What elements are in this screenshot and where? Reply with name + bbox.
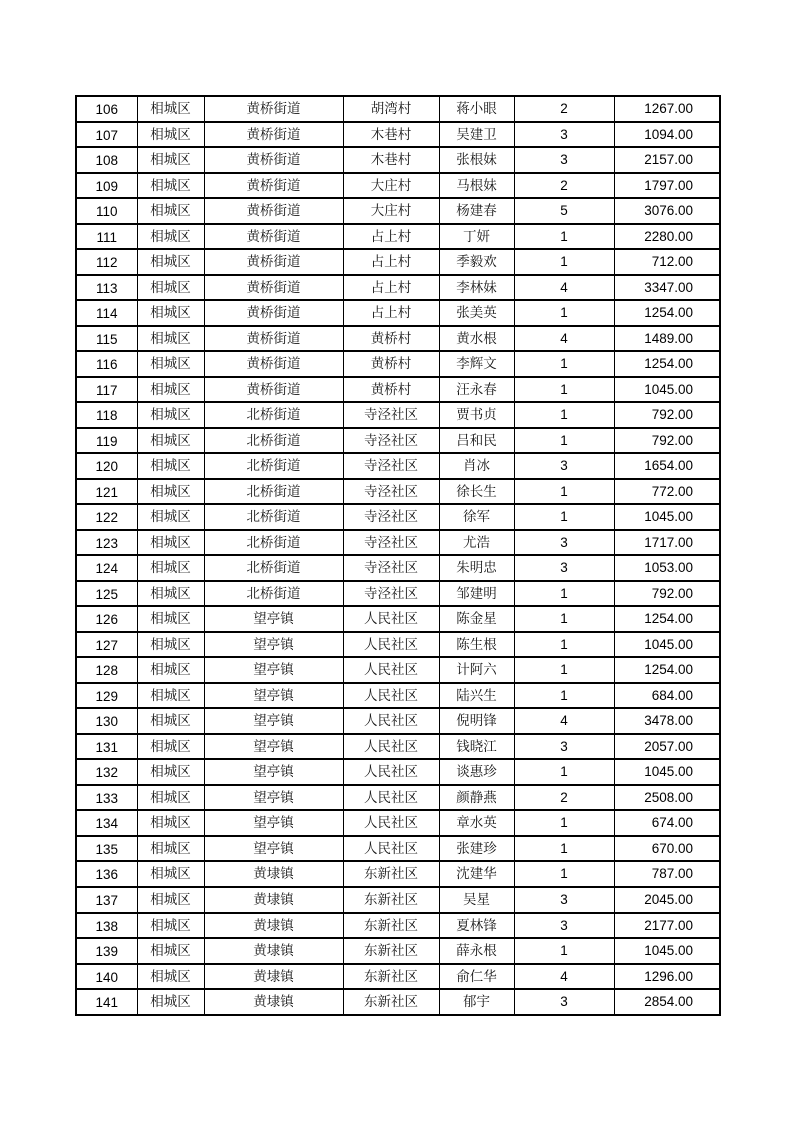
cell-no: 122 — [76, 504, 137, 530]
cell-amount: 792.00 — [614, 402, 720, 428]
cell-amount: 712.00 — [614, 249, 720, 275]
cell-no: 139 — [76, 938, 137, 964]
cell-no: 106 — [76, 96, 137, 122]
cell-amount: 1045.00 — [614, 377, 720, 403]
cell-name: 郁宇 — [439, 989, 514, 1015]
cell-no: 136 — [76, 861, 137, 887]
cell-village: 占上村 — [343, 300, 439, 326]
cell-street: 黄桥街道 — [204, 377, 343, 403]
cell-village: 寺泾社区 — [343, 504, 439, 530]
cell-village: 大庄村 — [343, 173, 439, 199]
cell-no: 137 — [76, 887, 137, 913]
cell-village: 寺泾社区 — [343, 428, 439, 454]
cell-no: 132 — [76, 759, 137, 785]
cell-name: 钱晓江 — [439, 734, 514, 760]
cell-count: 3 — [514, 887, 614, 913]
cell-name: 朱明忠 — [439, 555, 514, 581]
cell-district: 相城区 — [137, 683, 204, 709]
cell-street: 望亭镇 — [204, 785, 343, 811]
cell-street: 北桥街道 — [204, 479, 343, 505]
cell-count: 1 — [514, 504, 614, 530]
cell-district: 相城区 — [137, 198, 204, 224]
cell-village: 人民社区 — [343, 683, 439, 709]
cell-count: 3 — [514, 147, 614, 173]
cell-village: 木巷村 — [343, 147, 439, 173]
cell-name: 薛永根 — [439, 938, 514, 964]
cell-amount: 787.00 — [614, 861, 720, 887]
cell-name: 张建珍 — [439, 836, 514, 862]
cell-name: 沈建华 — [439, 861, 514, 887]
cell-amount: 1717.00 — [614, 530, 720, 556]
cell-street: 黄桥街道 — [204, 275, 343, 301]
table-row — [76, 122, 720, 148]
cell-street: 黄桥街道 — [204, 326, 343, 352]
cell-amount: 1094.00 — [614, 122, 720, 148]
cell-village: 占上村 — [343, 275, 439, 301]
cell-count: 1 — [514, 300, 614, 326]
cell-no: 123 — [76, 530, 137, 556]
cell-amount: 670.00 — [614, 836, 720, 862]
table-row — [76, 683, 720, 709]
cell-name: 李林妹 — [439, 275, 514, 301]
cell-no: 108 — [76, 147, 137, 173]
cell-district: 相城区 — [137, 300, 204, 326]
table-row — [76, 913, 720, 939]
table-row — [76, 402, 720, 428]
cell-count: 4 — [514, 275, 614, 301]
cell-village: 占上村 — [343, 224, 439, 250]
cell-amount: 1267.00 — [614, 96, 720, 122]
cell-street: 黄桥街道 — [204, 122, 343, 148]
cell-name: 章水英 — [439, 810, 514, 836]
cell-village: 人民社区 — [343, 734, 439, 760]
cell-district: 相城区 — [137, 785, 204, 811]
cell-district: 相城区 — [137, 326, 204, 352]
cell-street: 黄埭镇 — [204, 861, 343, 887]
table-row — [76, 453, 720, 479]
cell-district: 相城区 — [137, 555, 204, 581]
cell-amount: 1654.00 — [614, 453, 720, 479]
cell-street: 北桥街道 — [204, 555, 343, 581]
cell-village: 寺泾社区 — [343, 581, 439, 607]
table-row — [76, 198, 720, 224]
cell-amount: 2280.00 — [614, 224, 720, 250]
cell-no: 141 — [76, 989, 137, 1015]
cell-amount: 2157.00 — [614, 147, 720, 173]
cell-district: 相城区 — [137, 759, 204, 785]
table-row — [76, 810, 720, 836]
cell-village: 人民社区 — [343, 836, 439, 862]
cell-name: 陈生根 — [439, 632, 514, 658]
cell-no: 117 — [76, 377, 137, 403]
cell-amount: 792.00 — [614, 581, 720, 607]
cell-count: 1 — [514, 402, 614, 428]
table-row — [76, 657, 720, 683]
cell-name: 张根妹 — [439, 147, 514, 173]
cell-amount: 2057.00 — [614, 734, 720, 760]
cell-name: 蒋小眼 — [439, 96, 514, 122]
cell-street: 黄桥街道 — [204, 249, 343, 275]
cell-name: 吴星 — [439, 887, 514, 913]
cell-district: 相城区 — [137, 657, 204, 683]
cell-amount: 1254.00 — [614, 606, 720, 632]
cell-amount: 2854.00 — [614, 989, 720, 1015]
cell-street: 北桥街道 — [204, 530, 343, 556]
table-row — [76, 555, 720, 581]
cell-no: 115 — [76, 326, 137, 352]
cell-village: 人民社区 — [343, 759, 439, 785]
cell-no: 120 — [76, 453, 137, 479]
cell-street: 望亭镇 — [204, 683, 343, 709]
cell-amount: 1254.00 — [614, 351, 720, 377]
cell-street: 望亭镇 — [204, 632, 343, 658]
cell-name: 李辉文 — [439, 351, 514, 377]
cell-count: 1 — [514, 759, 614, 785]
cell-name: 张美英 — [439, 300, 514, 326]
cell-district: 相城区 — [137, 479, 204, 505]
cell-no: 118 — [76, 402, 137, 428]
cell-count: 4 — [514, 708, 614, 734]
cell-amount: 3076.00 — [614, 198, 720, 224]
table-row — [76, 734, 720, 760]
cell-amount: 1045.00 — [614, 632, 720, 658]
cell-street: 望亭镇 — [204, 836, 343, 862]
table-body — [76, 96, 720, 1015]
cell-amount: 792.00 — [614, 428, 720, 454]
cell-count: 1 — [514, 810, 614, 836]
cell-district: 相城区 — [137, 224, 204, 250]
cell-count: 2 — [514, 785, 614, 811]
cell-district: 相城区 — [137, 96, 204, 122]
cell-district: 相城区 — [137, 453, 204, 479]
table-row — [76, 861, 720, 887]
cell-street: 黄桥街道 — [204, 351, 343, 377]
cell-no: 138 — [76, 913, 137, 939]
cell-name: 丁妍 — [439, 224, 514, 250]
cell-count: 5 — [514, 198, 614, 224]
cell-amount: 1045.00 — [614, 938, 720, 964]
cell-amount: 1045.00 — [614, 759, 720, 785]
cell-street: 望亭镇 — [204, 759, 343, 785]
cell-count: 2 — [514, 96, 614, 122]
cell-village: 木巷村 — [343, 122, 439, 148]
cell-no: 111 — [76, 224, 137, 250]
cell-district: 相城区 — [137, 938, 204, 964]
cell-count: 1 — [514, 683, 614, 709]
cell-count: 1 — [514, 249, 614, 275]
table-row — [76, 275, 720, 301]
cell-name: 徐长生 — [439, 479, 514, 505]
cell-village: 东新社区 — [343, 989, 439, 1015]
cell-name: 马根妹 — [439, 173, 514, 199]
cell-no: 129 — [76, 683, 137, 709]
cell-no: 131 — [76, 734, 137, 760]
cell-name: 季毅欢 — [439, 249, 514, 275]
cell-district: 相城区 — [137, 836, 204, 862]
cell-name: 杨建春 — [439, 198, 514, 224]
cell-street: 北桥街道 — [204, 453, 343, 479]
cell-count: 4 — [514, 326, 614, 352]
cell-no: 119 — [76, 428, 137, 454]
cell-amount: 674.00 — [614, 810, 720, 836]
cell-district: 相城区 — [137, 734, 204, 760]
cell-no: 134 — [76, 810, 137, 836]
cell-name: 汪永春 — [439, 377, 514, 403]
table-row — [76, 938, 720, 964]
cell-name: 贾书贞 — [439, 402, 514, 428]
cell-name: 徐军 — [439, 504, 514, 530]
cell-street: 黄桥街道 — [204, 198, 343, 224]
cell-name: 吴建卫 — [439, 122, 514, 148]
cell-street: 望亭镇 — [204, 708, 343, 734]
table-row — [76, 300, 720, 326]
cell-count: 1 — [514, 606, 614, 632]
cell-district: 相城区 — [137, 964, 204, 990]
cell-village: 东新社区 — [343, 887, 439, 913]
cell-no: 125 — [76, 581, 137, 607]
cell-amount: 1254.00 — [614, 657, 720, 683]
cell-count: 4 — [514, 964, 614, 990]
table-row — [76, 249, 720, 275]
cell-street: 黄桥街道 — [204, 96, 343, 122]
cell-no: 116 — [76, 351, 137, 377]
cell-amount: 2508.00 — [614, 785, 720, 811]
cell-district: 相城区 — [137, 275, 204, 301]
cell-name: 颜静燕 — [439, 785, 514, 811]
cell-district: 相城区 — [137, 249, 204, 275]
cell-name: 吕和民 — [439, 428, 514, 454]
cell-district: 相城区 — [137, 402, 204, 428]
cell-no: 109 — [76, 173, 137, 199]
cell-district: 相城区 — [137, 606, 204, 632]
cell-village: 人民社区 — [343, 708, 439, 734]
table-row — [76, 708, 720, 734]
cell-count: 3 — [514, 913, 614, 939]
cell-count: 3 — [514, 453, 614, 479]
cell-amount: 772.00 — [614, 479, 720, 505]
cell-street: 黄埭镇 — [204, 887, 343, 913]
cell-count: 1 — [514, 581, 614, 607]
cell-count: 3 — [514, 734, 614, 760]
cell-district: 相城区 — [137, 810, 204, 836]
cell-district: 相城区 — [137, 122, 204, 148]
cell-amount: 1489.00 — [614, 326, 720, 352]
cell-name: 俞仁华 — [439, 964, 514, 990]
cell-count: 3 — [514, 989, 614, 1015]
cell-count: 1 — [514, 632, 614, 658]
table-row — [76, 759, 720, 785]
cell-no: 107 — [76, 122, 137, 148]
cell-village: 人民社区 — [343, 810, 439, 836]
cell-count: 1 — [514, 836, 614, 862]
cell-village: 大庄村 — [343, 198, 439, 224]
cell-village: 人民社区 — [343, 785, 439, 811]
cell-no: 124 — [76, 555, 137, 581]
cell-village: 占上村 — [343, 249, 439, 275]
cell-amount: 1797.00 — [614, 173, 720, 199]
cell-district: 相城区 — [137, 913, 204, 939]
cell-street: 黄桥街道 — [204, 147, 343, 173]
cell-no: 127 — [76, 632, 137, 658]
cell-name: 计阿六 — [439, 657, 514, 683]
cell-amount: 3347.00 — [614, 275, 720, 301]
cell-no: 130 — [76, 708, 137, 734]
cell-name: 谈惠珍 — [439, 759, 514, 785]
cell-village: 黄桥村 — [343, 351, 439, 377]
cell-street: 望亭镇 — [204, 734, 343, 760]
cell-district: 相城区 — [137, 861, 204, 887]
cell-name: 尤浩 — [439, 530, 514, 556]
cell-district: 相城区 — [137, 530, 204, 556]
table-row — [76, 326, 720, 352]
table-row — [76, 224, 720, 250]
table-row — [76, 836, 720, 862]
cell-count: 1 — [514, 861, 614, 887]
cell-village: 寺泾社区 — [343, 530, 439, 556]
cell-street: 北桥街道 — [204, 402, 343, 428]
cell-name: 肖冰 — [439, 453, 514, 479]
cell-count: 3 — [514, 122, 614, 148]
cell-village: 东新社区 — [343, 964, 439, 990]
cell-district: 相城区 — [137, 377, 204, 403]
table-row — [76, 173, 720, 199]
cell-name: 邹建明 — [439, 581, 514, 607]
cell-village: 人民社区 — [343, 657, 439, 683]
cell-street: 北桥街道 — [204, 428, 343, 454]
cell-village: 寺泾社区 — [343, 555, 439, 581]
cell-amount: 2045.00 — [614, 887, 720, 913]
cell-amount: 3478.00 — [614, 708, 720, 734]
cell-village: 寺泾社区 — [343, 479, 439, 505]
cell-street: 黄埭镇 — [204, 913, 343, 939]
table-row — [76, 785, 720, 811]
table-row — [76, 147, 720, 173]
cell-no: 110 — [76, 198, 137, 224]
cell-street: 望亭镇 — [204, 606, 343, 632]
cell-street: 黄桥街道 — [204, 173, 343, 199]
cell-amount: 1254.00 — [614, 300, 720, 326]
cell-village: 黄桥村 — [343, 377, 439, 403]
table-row — [76, 377, 720, 403]
table-row — [76, 479, 720, 505]
cell-amount: 684.00 — [614, 683, 720, 709]
cell-amount: 1296.00 — [614, 964, 720, 990]
cell-village: 人民社区 — [343, 606, 439, 632]
cell-district: 相城区 — [137, 428, 204, 454]
cell-no: 135 — [76, 836, 137, 862]
table-row — [76, 530, 720, 556]
cell-street: 望亭镇 — [204, 810, 343, 836]
cell-no: 121 — [76, 479, 137, 505]
cell-no: 133 — [76, 785, 137, 811]
cell-street: 北桥街道 — [204, 504, 343, 530]
cell-amount: 1045.00 — [614, 504, 720, 530]
table-row — [76, 989, 720, 1015]
cell-street: 黄桥街道 — [204, 300, 343, 326]
table-row — [76, 606, 720, 632]
cell-amount: 2177.00 — [614, 913, 720, 939]
cell-village: 东新社区 — [343, 913, 439, 939]
cell-count: 1 — [514, 377, 614, 403]
cell-district: 相城区 — [137, 173, 204, 199]
cell-count: 1 — [514, 479, 614, 505]
cell-name: 陈金星 — [439, 606, 514, 632]
cell-name: 黄水根 — [439, 326, 514, 352]
cell-district: 相城区 — [137, 989, 204, 1015]
cell-no: 126 — [76, 606, 137, 632]
cell-street: 黄埭镇 — [204, 989, 343, 1015]
table-row — [76, 581, 720, 607]
table-row — [76, 504, 720, 530]
cell-name: 陆兴生 — [439, 683, 514, 709]
table-row — [76, 96, 720, 122]
table-row — [76, 632, 720, 658]
cell-village: 人民社区 — [343, 632, 439, 658]
cell-village: 胡湾村 — [343, 96, 439, 122]
cell-district: 相城区 — [137, 632, 204, 658]
cell-village: 东新社区 — [343, 861, 439, 887]
cell-no: 114 — [76, 300, 137, 326]
table-row — [76, 428, 720, 454]
cell-village: 寺泾社区 — [343, 402, 439, 428]
cell-name: 倪明锋 — [439, 708, 514, 734]
cell-village: 东新社区 — [343, 938, 439, 964]
cell-no: 128 — [76, 657, 137, 683]
cell-village: 寺泾社区 — [343, 453, 439, 479]
cell-count: 1 — [514, 428, 614, 454]
cell-village: 黄桥村 — [343, 326, 439, 352]
cell-count: 2 — [514, 173, 614, 199]
cell-district: 相城区 — [137, 504, 204, 530]
cell-district: 相城区 — [137, 708, 204, 734]
cell-district: 相城区 — [137, 581, 204, 607]
cell-amount: 1053.00 — [614, 555, 720, 581]
cell-name: 夏林锋 — [439, 913, 514, 939]
cell-district: 相城区 — [137, 147, 204, 173]
cell-no: 112 — [76, 249, 137, 275]
cell-street: 黄桥街道 — [204, 224, 343, 250]
subsidy-table — [75, 95, 721, 1016]
cell-street: 黄埭镇 — [204, 938, 343, 964]
table-row — [76, 887, 720, 913]
cell-count: 1 — [514, 657, 614, 683]
table-row — [76, 351, 720, 377]
table-row — [76, 964, 720, 990]
cell-no: 140 — [76, 964, 137, 990]
cell-count: 1 — [514, 938, 614, 964]
cell-count: 3 — [514, 530, 614, 556]
cell-count: 1 — [514, 224, 614, 250]
cell-count: 1 — [514, 351, 614, 377]
cell-count: 3 — [514, 555, 614, 581]
cell-district: 相城区 — [137, 887, 204, 913]
cell-street: 望亭镇 — [204, 657, 343, 683]
cell-district: 相城区 — [137, 351, 204, 377]
cell-no: 113 — [76, 275, 137, 301]
cell-street: 黄埭镇 — [204, 964, 343, 990]
cell-street: 北桥街道 — [204, 581, 343, 607]
